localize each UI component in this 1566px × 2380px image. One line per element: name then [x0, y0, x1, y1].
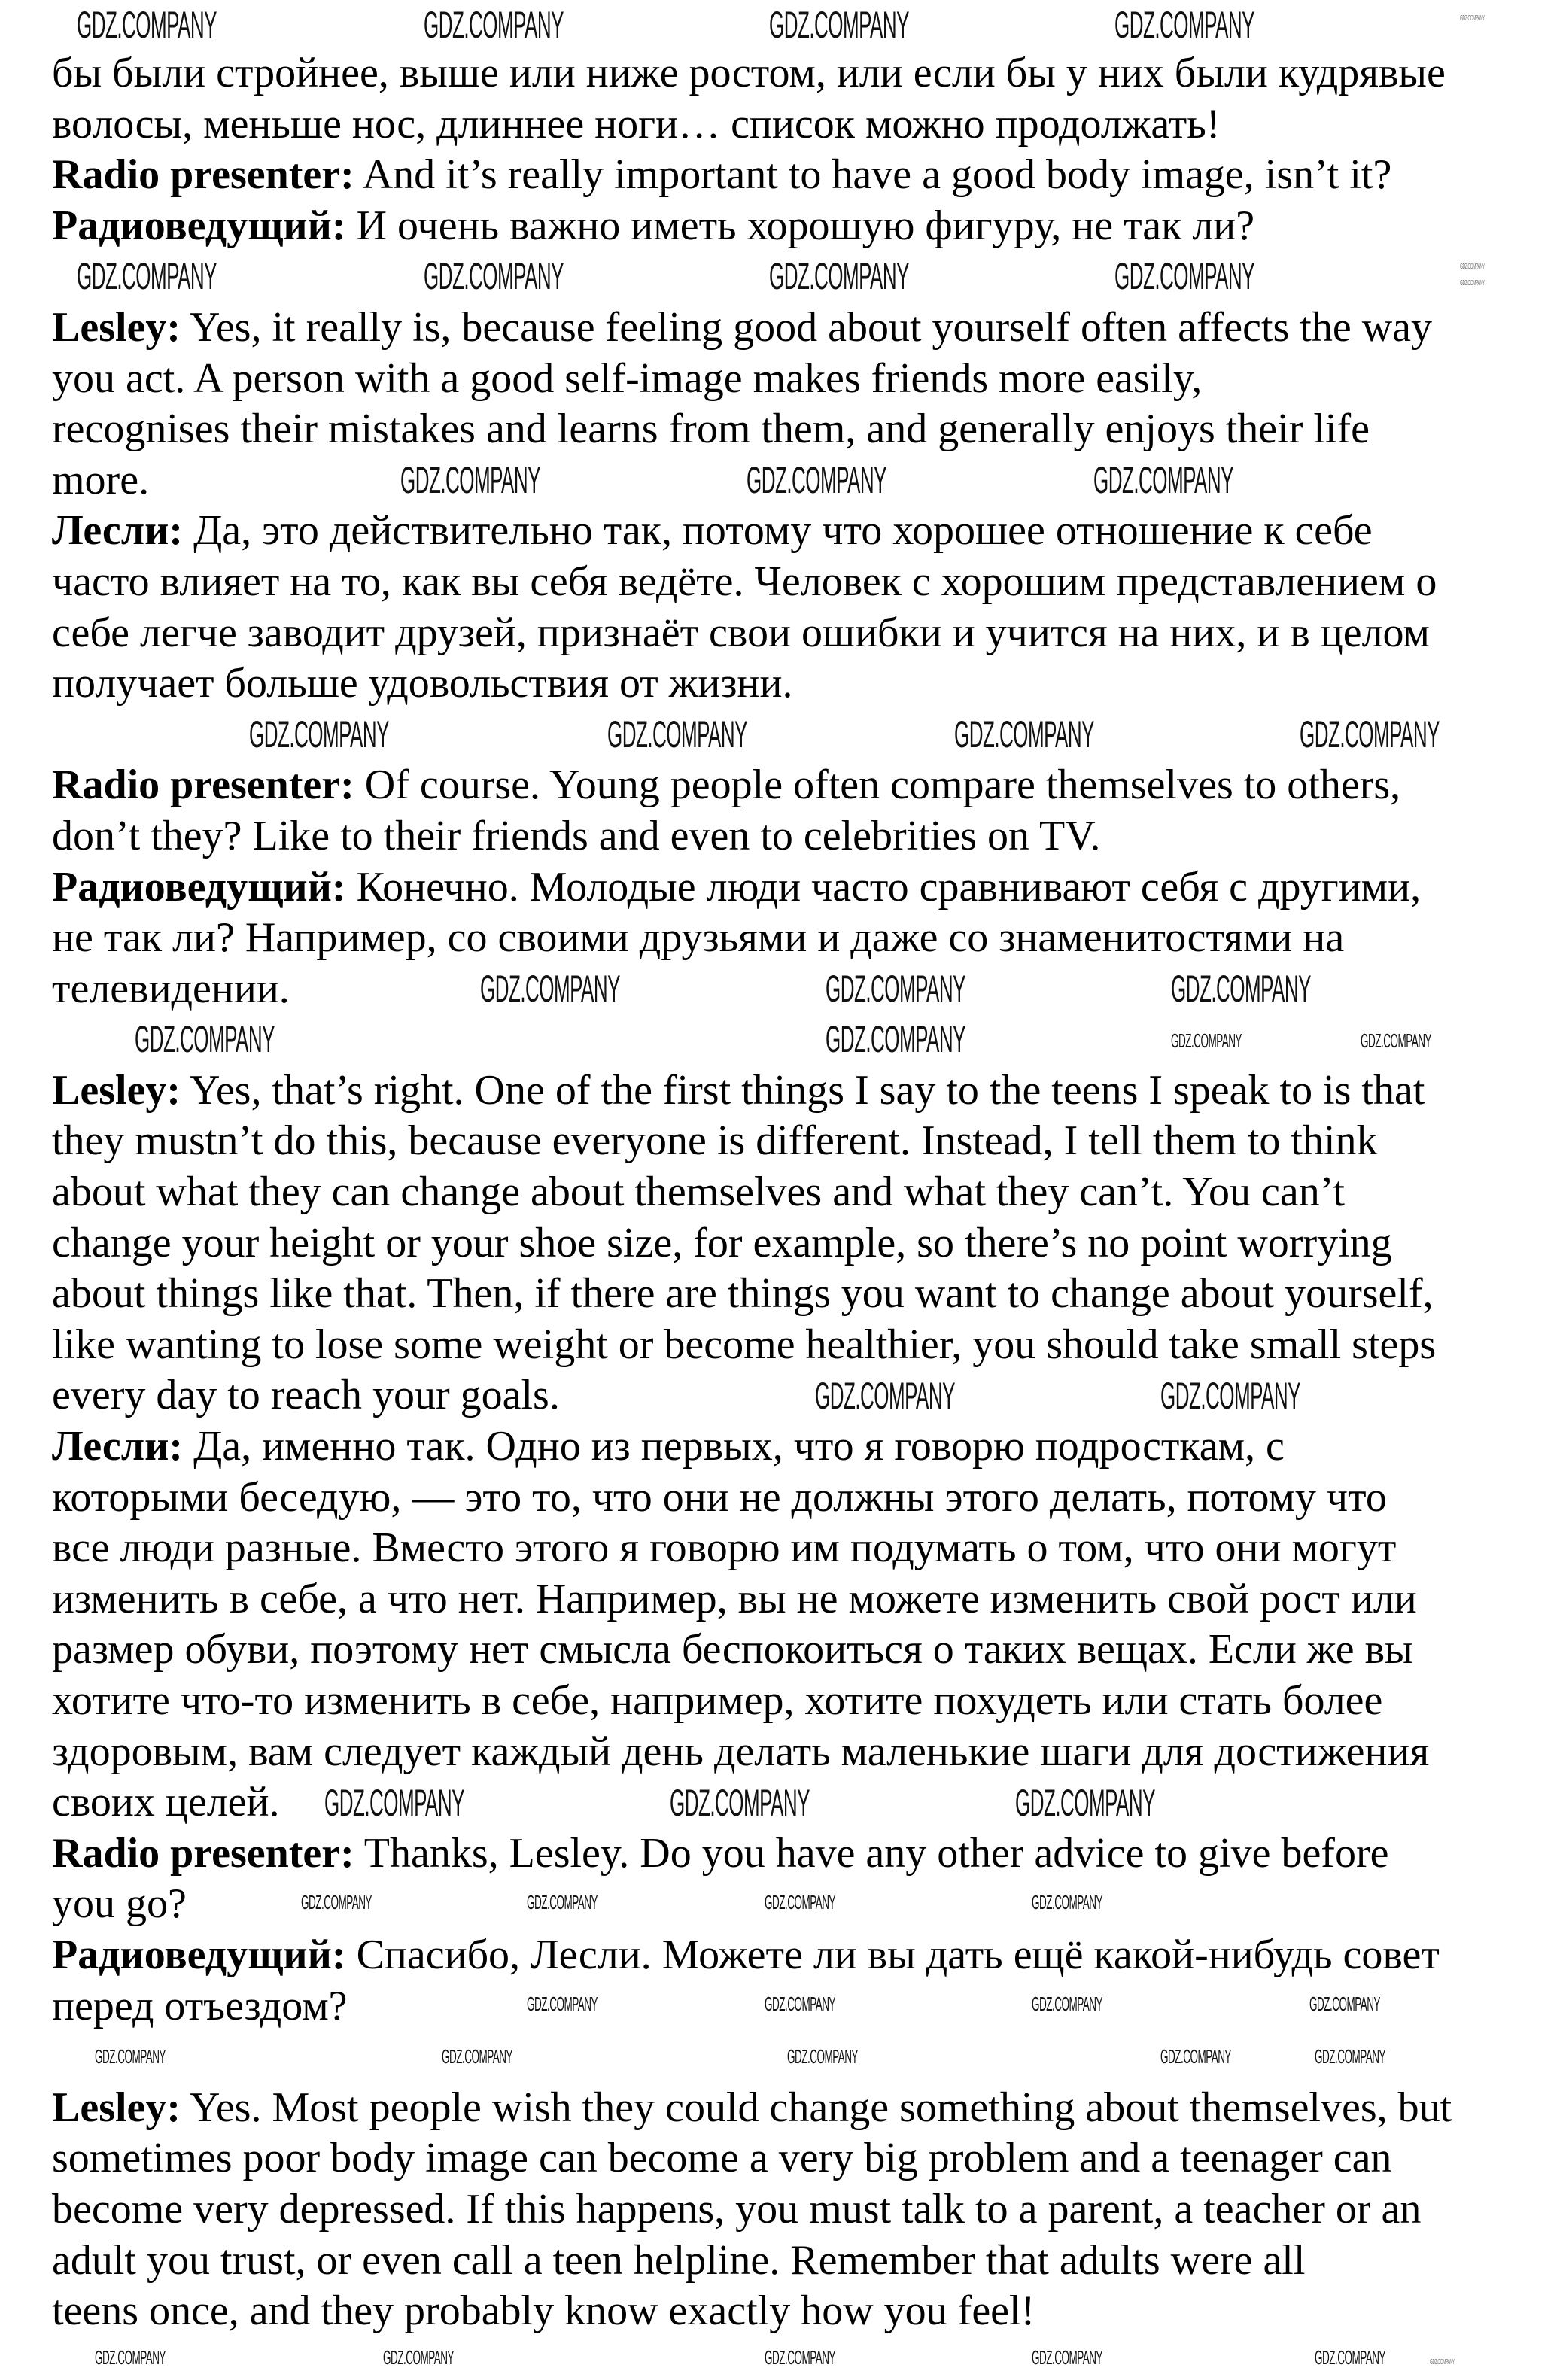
text-line: [52, 1574, 1417, 1625]
watermark: GDZ.COMPANY: [769, 4, 909, 46]
text-line: [52, 811, 1100, 862]
speaker-label: Lesley:: [52, 1066, 181, 1114]
text-line: [52, 1523, 1396, 1574]
text-line: [52, 1625, 1413, 1676]
text-line: [52, 760, 1400, 811]
text-line: [52, 2236, 1305, 2287]
watermark: GDZ.COMPANY: [77, 255, 217, 297]
text-line: [52, 1676, 1382, 1727]
text-line: [52, 1065, 1425, 1117]
watermark: GDZ.COMPANY: [1315, 2346, 1385, 2369]
line-text: И очень важно иметь хорошую фигуру, не так ли?: [345, 202, 1255, 249]
watermark: GDZ.COMPANY: [747, 459, 886, 501]
line-text: хотите что-то изменить в себе, например, хотите похудеть или стать более: [52, 1677, 1383, 1724]
text-line: [52, 1879, 187, 1930]
line-text: recognises their mistakes and learns from them, and generally enjoys their life: [52, 406, 1370, 453]
line-text: Yes. Most people wish they could change something about themselves, but: [181, 2084, 1452, 2131]
text-line: [52, 964, 290, 1015]
text-line: [52, 455, 149, 506]
watermark: GDZ.COMPANY: [1430, 2358, 1455, 2366]
line-text: about what they can change about themselves and what they can’t. You can’t: [52, 1169, 1345, 1216]
text-line: [52, 2184, 1421, 2236]
watermark: GDZ.COMPANY: [1315, 2045, 1385, 2068]
watermark: GDZ.COMPANY: [1032, 2346, 1102, 2369]
text-line: [52, 354, 1202, 405]
speaker-label: Радиоведущий:: [52, 202, 346, 249]
watermark: GDZ.COMPANY: [765, 1992, 835, 2015]
line-text: every day to reach your goals.: [52, 1372, 560, 1419]
line-text: Да, это действительно так, потому что хорошее отношение к себе: [183, 507, 1373, 555]
text-line: [52, 2286, 1035, 2337]
watermark: GDZ.COMPANY: [607, 713, 747, 755]
text-line: [52, 1421, 1285, 1473]
text-line: [52, 2083, 1452, 2134]
dialogue-paragraph: [52, 1930, 1440, 2032]
line-text: Спасибо, Лесли. Можете ли вы дать ещё какой-нибудь совет: [345, 1931, 1440, 1978]
line-text: you act. A person with a good self-image makes friends more easily,: [52, 354, 1203, 402]
watermark: GDZ.COMPANY: [1300, 713, 1440, 755]
text-line: [52, 658, 792, 710]
line-text: получает больше удовольствия от жизни.: [52, 660, 793, 707]
watermark: GDZ.COMPANY: [769, 255, 909, 297]
line-text: And it’s really important to have a good body image, isn’t it?: [354, 151, 1392, 199]
line-text: размер обуви, поэтому нет смысла беспокоиться о таких вещах. Если же вы: [52, 1626, 1413, 1673]
watermark: GDZ.COMPANY: [442, 2045, 512, 2068]
watermark: GDZ.COMPANY: [787, 2045, 858, 2068]
line-text: Конечно. Молодые люди часто сравнивают себя с другими,: [345, 863, 1422, 910]
watermark: GDZ.COMPANY: [1160, 1375, 1300, 1417]
line-text: изменить в себе, а что нет. Например, вы не можете изменить свой рост или: [52, 1575, 1417, 1622]
watermark: GDZ.COMPANY: [1171, 968, 1311, 1010]
text-line: [52, 506, 1373, 557]
speaker-label: Lesley:: [52, 2084, 181, 2131]
line-text: Да, именно так. Одно из первых, что я говорю подросткам, с: [183, 1423, 1285, 1470]
watermark: GDZ.COMPANY: [1093, 459, 1233, 501]
line-text: телевидении.: [52, 965, 290, 1012]
watermark: GDZ.COMPANY: [424, 4, 564, 46]
speaker-label: Radio presenter:: [52, 761, 354, 809]
line-text: you go?: [52, 1880, 187, 1928]
text-line: [52, 1218, 1392, 1269]
dialogue-paragraph: [52, 1065, 1436, 1421]
line-text: не так ли? Например, со своими друзьями и даже со знаменитостями на: [52, 914, 1345, 962]
text-line: [52, 1777, 279, 1828]
text-line: [52, 2133, 1391, 2184]
line-text: more.: [52, 456, 150, 503]
watermark: GDZ.COMPANY: [1032, 1891, 1102, 1913]
line-text: волосы, меньше нос, длиннее ноги… список можно продолжать!: [52, 100, 1221, 147]
watermark: GDZ.COMPANY: [765, 1891, 835, 1913]
line-text: которыми беседую, — это то, что они не должны этого делать, потому что: [52, 1473, 1387, 1521]
watermark: GDZ.COMPANY: [400, 459, 540, 501]
text-line: [52, 1828, 1388, 1880]
watermark: GDZ.COMPANY: [527, 1891, 598, 1913]
text-line: [52, 150, 1391, 201]
watermark: GDZ.COMPANY: [383, 2346, 454, 2369]
text-line: [52, 608, 1430, 659]
watermark: GDZ.COMPANY: [954, 713, 1094, 755]
dialogue-paragraph: [52, 48, 1446, 150]
watermark: GDZ.COMPANY: [1032, 1992, 1102, 2015]
watermark: GDZ.COMPANY: [815, 1375, 955, 1417]
line-text: Yes, that’s right. One of the first things I say to the teens I speak to is that: [181, 1066, 1425, 1114]
speaker-label: Lesley:: [52, 303, 181, 351]
watermark: GDZ.COMPANY: [765, 2346, 835, 2369]
watermark: GDZ.COMPANY: [480, 968, 620, 1010]
text-line: [52, 1981, 348, 2032]
line-text: Of course. Young people often compare themselves to others,: [354, 761, 1401, 809]
dialogue-paragraph: [52, 760, 1400, 862]
watermark: GDZ.COMPANY: [424, 255, 564, 297]
text-line: [52, 404, 1370, 455]
line-text: become very depressed. If this happens, you must talk to a parent, a teacher or an: [52, 2185, 1422, 2233]
watermark: GDZ.COMPANY: [826, 968, 965, 1010]
text-line: [52, 557, 1437, 608]
watermark: GDZ.COMPANY: [1160, 2045, 1231, 2068]
text-line: [52, 913, 1344, 964]
dialogue-paragraph: [52, 1828, 1388, 1930]
text-line: [52, 1727, 1429, 1778]
watermark: GDZ.COMPANY: [95, 2045, 166, 2068]
line-text: перед отъездом?: [52, 1982, 348, 2029]
line-text: about things like that. Then, if there are things you want to change about yourself,: [52, 1270, 1434, 1318]
watermark: GDZ.COMPANY: [301, 1891, 372, 1913]
dialogue-paragraph: [52, 150, 1391, 201]
line-text: change your height or your shoe size, for example, so there’s no point worrying: [52, 1219, 1392, 1266]
line-text: все люди разные. Вместо этого я говорю им подумать о том, что они могут: [52, 1524, 1397, 1572]
dialogue-paragraph: [52, 1421, 1429, 1828]
text-line: [52, 1473, 1387, 1524]
text-line: [52, 99, 1220, 150]
text-line: [52, 201, 1254, 252]
speaker-label: Радиоведущий:: [52, 1931, 346, 1978]
line-text: себе легче заводит друзей, признаёт свои ошибки и учится на них, и в целом: [52, 609, 1430, 656]
watermark: GDZ.COMPANY: [324, 1782, 464, 1824]
watermark: GDZ.COMPANY: [77, 4, 217, 46]
watermark: GDZ.COMPANY: [95, 2346, 166, 2369]
text-line: [52, 48, 1446, 99]
watermark: GDZ.COMPANY: [1114, 4, 1254, 46]
watermark: GDZ.COMPANY: [1460, 14, 1485, 23]
document-page: [52, 48, 1452, 2337]
watermark: GDZ.COMPANY: [249, 713, 389, 755]
watermark: GDZ.COMPANY: [1309, 1992, 1380, 2015]
line-text: sometimes poor body image can become a very big problem and a teenager can: [52, 2135, 1392, 2182]
watermark: GDZ.COMPANY: [670, 1782, 810, 1824]
watermark: GDZ.COMPANY: [135, 1018, 275, 1060]
text-line: [52, 1370, 560, 1421]
watermark: GDZ.COMPANY: [527, 1992, 598, 2015]
dialogue-paragraph: [52, 506, 1437, 709]
speaker-label: Radio presenter:: [52, 1829, 354, 1877]
text-line: [52, 1320, 1436, 1371]
dialogue-paragraph: [52, 2083, 1452, 2337]
speaker-label: Radio presenter:: [52, 151, 354, 199]
text-line: [52, 1116, 1378, 1167]
line-text: Yes, it really is, because feeling good about yourself often affects the way: [181, 303, 1432, 351]
line-text: they mustn’t do this, because everyone is different. Instead, I tell them to think: [52, 1117, 1378, 1165]
line-text: like wanting to lose some weight or become healthier, you should take small steps: [52, 1321, 1437, 1368]
text-line: [52, 862, 1421, 913]
speaker-label: Лесли:: [52, 507, 184, 555]
line-text: adult you trust, or even call a teen helpline. Remember that adults were all: [52, 2236, 1306, 2284]
watermark: GDZ.COMPANY: [1361, 1029, 1431, 1052]
line-text: здоровым, вам следует каждый день делать маленькие шаги для достижения: [52, 1728, 1430, 1775]
line-text: Thanks, Lesley. Do you have any other advice to give before: [354, 1829, 1389, 1877]
watermark: GDZ.COMPANY: [826, 1018, 965, 1060]
text-line: [52, 1930, 1440, 1981]
line-text: часто влияет на то, как вы себя ведёте. Человек с хорошим представлением о: [52, 558, 1437, 605]
text-line: [52, 302, 1432, 354]
speaker-label: Радиоведущий:: [52, 863, 346, 910]
text-line: [52, 1167, 1345, 1218]
line-text: бы были стройнее, выше или ниже ростом, или если бы у них были кудрявые: [52, 50, 1446, 96]
watermark: GDZ.COMPANY: [1114, 255, 1254, 297]
watermark: GDZ.COMPANY: [1460, 279, 1485, 287]
line-text: своих целей.: [52, 1779, 280, 1826]
text-line: [52, 1269, 1434, 1320]
line-text: teens once, and they probably know exactly how you feel!: [52, 2287, 1035, 2335]
watermark: GDZ.COMPANY: [1015, 1782, 1155, 1824]
watermark: GDZ.COMPANY: [1460, 263, 1485, 271]
line-text: don’t they? Like to their friends and even to celebrities on TV.: [52, 812, 1101, 859]
dialogue-paragraph: [52, 201, 1254, 252]
speaker-label: Лесли:: [52, 1423, 184, 1470]
watermark: GDZ.COMPANY: [1171, 1029, 1242, 1052]
